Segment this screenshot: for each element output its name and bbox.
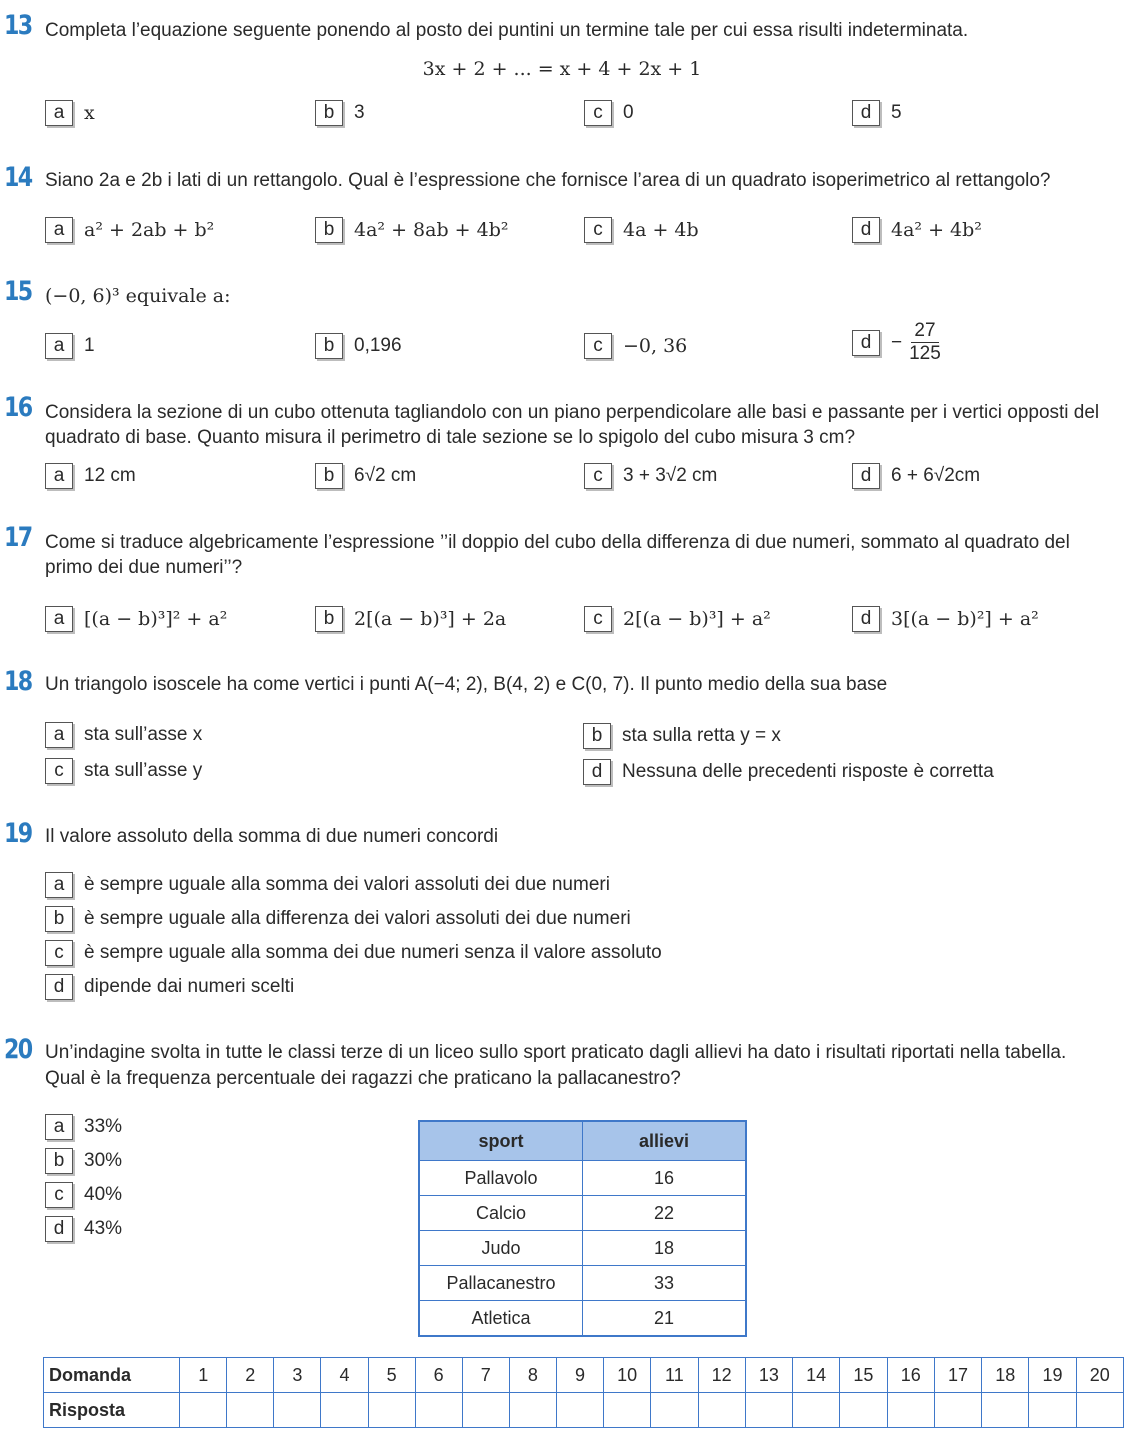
- answer-cell[interactable]: [415, 1393, 462, 1428]
- grid-number: 16: [887, 1358, 934, 1393]
- answer-cell[interactable]: [368, 1393, 415, 1428]
- grid-number: 19: [1029, 1358, 1076, 1393]
- option-a[interactable]: [45, 100, 95, 126]
- question-text: (−0, 6)³ equivale a:: [45, 285, 231, 307]
- option-letter[interactable]: c: [584, 100, 612, 126]
- option-text: 3: [354, 102, 365, 123]
- grid-number: 12: [698, 1358, 745, 1393]
- grid-number: 11: [651, 1358, 698, 1393]
- question-number: 15: [4, 276, 32, 307]
- option-letter[interactable]: c: [45, 758, 73, 784]
- option-b[interactable]: [315, 606, 506, 632]
- option-letter[interactable]: b: [315, 463, 343, 489]
- option-text: 33%: [84, 1116, 123, 1137]
- answer-grid-question-row: [44, 1358, 1124, 1393]
- option-c[interactable]: [584, 217, 699, 243]
- risposta-label: Risposta: [44, 1393, 180, 1428]
- answer-cell[interactable]: [698, 1393, 745, 1428]
- question-text: Come si traduce algebricamente l’espressione ’’il doppio del cubo della differenza di due numeri, sommato al quadrato del primo dei due numeri’’?: [45, 532, 1070, 578]
- option-letter[interactable]: a: [45, 872, 73, 898]
- option-text: 4a + 4b: [623, 219, 699, 241]
- grid-number: 4: [321, 1358, 368, 1393]
- option-letter[interactable]: b: [315, 333, 343, 359]
- option-letter[interactable]: a: [45, 333, 73, 359]
- option-text: sta sulla retta y = x: [622, 725, 781, 746]
- option-letter[interactable]: d: [583, 759, 611, 785]
- option-text: 0,196: [354, 335, 402, 356]
- option-b[interactable]: [45, 906, 631, 932]
- grid-number: 15: [840, 1358, 887, 1393]
- option-a[interactable]: [45, 606, 227, 632]
- option-letter[interactable]: c: [45, 940, 73, 966]
- fraction-sign: −: [891, 331, 903, 353]
- table-row: [419, 1301, 746, 1337]
- option-b[interactable]: [315, 217, 508, 243]
- count-cell: 33: [583, 1266, 747, 1301]
- grid-number: 10: [604, 1358, 651, 1393]
- option-d[interactable]: [852, 320, 944, 365]
- sport-cell: Pallacanestro: [419, 1266, 583, 1301]
- count-cell: 22: [583, 1196, 747, 1231]
- table-row: [419, 1266, 746, 1301]
- option-text: sta sull’asse x: [84, 724, 203, 745]
- option-b[interactable]: [315, 463, 416, 489]
- option-letter[interactable]: a: [45, 1114, 73, 1140]
- answer-cell[interactable]: [934, 1393, 981, 1428]
- answer-cell[interactable]: [180, 1393, 227, 1428]
- option-letter[interactable]: a: [45, 606, 73, 632]
- option-d[interactable]: [852, 606, 1039, 632]
- option-a[interactable]: [45, 217, 214, 243]
- option-text: a² + 2ab + b²: [84, 219, 215, 241]
- option-d[interactable]: [852, 217, 982, 243]
- question-text: Completa l’equazione seguente ponendo al posto dei puntini un termine tale per cui essa risulti indeterminata.: [45, 20, 969, 41]
- option-text: −0, 36: [623, 335, 688, 357]
- option-text: 43%: [84, 1218, 123, 1239]
- option-letter[interactable]: d: [852, 100, 880, 126]
- option-text: è sempre uguale alla differenza dei valori assoluti dei due numeri: [84, 908, 631, 929]
- grid-number: 1: [180, 1358, 227, 1393]
- fraction-denominator: 125: [909, 343, 941, 364]
- answer-cell[interactable]: [1076, 1393, 1123, 1428]
- answer-cell[interactable]: [793, 1393, 840, 1428]
- answer-cell[interactable]: [651, 1393, 698, 1428]
- question-text: Un’indagine svolta in tutte le classi terze di un liceo sullo sport praticato dagli allievi ha dato i risultati riportati nella tabella.: [45, 1042, 1067, 1063]
- option-letter[interactable]: b: [583, 723, 611, 749]
- option-letter[interactable]: d: [45, 974, 73, 1000]
- table-row: [419, 1161, 746, 1196]
- question-number: 18: [4, 666, 32, 697]
- answer-cell[interactable]: [509, 1393, 556, 1428]
- option-text: sta sull’asse y: [84, 760, 203, 781]
- answer-cell[interactable]: [227, 1393, 274, 1428]
- question-number: 20: [4, 1034, 32, 1065]
- table-row: [419, 1196, 746, 1231]
- sport-cell: Atletica: [419, 1301, 583, 1337]
- grid-number: 8: [509, 1358, 556, 1393]
- option-d[interactable]: [852, 100, 902, 126]
- option-a[interactable]: [45, 722, 202, 748]
- answer-cell[interactable]: [604, 1393, 651, 1428]
- grid-number: 9: [556, 1358, 603, 1393]
- option-letter[interactable]: c: [584, 217, 612, 243]
- answer-cell[interactable]: [462, 1393, 509, 1428]
- grid-number: 14: [793, 1358, 840, 1393]
- sport-cell: Pallavolo: [419, 1161, 583, 1196]
- answer-grid-answer-row: [44, 1393, 1124, 1428]
- option-text: 40%: [84, 1184, 123, 1205]
- question-text: Considera la sezione di un cubo ottenuta tagliandolo con un piano perpendicolare alle basi e passante per i vertici opposti del quadrato di base. Quanto misura il perimetro di tale sezione se lo spigolo del cubo misura 3 cm?: [45, 402, 1100, 448]
- option-text: Nessuna delle precedenti risposte è corretta: [622, 761, 994, 782]
- sport-cell: Calcio: [419, 1196, 583, 1231]
- grid-number: 2: [227, 1358, 274, 1393]
- answer-cell[interactable]: [887, 1393, 934, 1428]
- option-b[interactable]: [583, 723, 781, 749]
- option-text: 4a² + 8ab + 4b²: [354, 219, 509, 241]
- option-letter[interactable]: d: [45, 1216, 73, 1242]
- count-cell: 21: [583, 1301, 747, 1337]
- option-text: dipende dai numeri scelti: [84, 976, 295, 997]
- grid-number: 13: [745, 1358, 792, 1393]
- sport-cell: Judo: [419, 1231, 583, 1266]
- option-letter[interactable]: b: [45, 1148, 73, 1174]
- answer-cell[interactable]: [556, 1393, 603, 1428]
- option-text: 5: [891, 102, 902, 123]
- option-a[interactable]: [45, 333, 95, 359]
- question-number: 17: [4, 522, 32, 553]
- option-a[interactable]: [45, 872, 610, 898]
- option-text: 2[(a − b)³] + a²: [623, 608, 771, 630]
- option-letter[interactable]: b: [315, 217, 343, 243]
- option-text: 1: [84, 335, 95, 356]
- header-allievi: allievi: [583, 1121, 747, 1161]
- option-letter[interactable]: d: [852, 463, 880, 489]
- answer-cell[interactable]: [982, 1393, 1029, 1428]
- option-d[interactable]: [45, 974, 294, 1000]
- grid-number: 3: [274, 1358, 321, 1393]
- option-c[interactable]: [45, 940, 662, 966]
- option-b[interactable]: [315, 333, 402, 359]
- option-letter[interactable]: b: [315, 100, 343, 126]
- option-text: 2[(a − b)³] + 2a: [354, 608, 507, 630]
- option-b[interactable]: [45, 1148, 122, 1174]
- question-number: 13: [4, 10, 32, 41]
- option-c[interactable]: [45, 1182, 122, 1208]
- option-letter[interactable]: c: [45, 1182, 73, 1208]
- option-text: è sempre uguale alla somma dei valori assoluti dei due numeri: [84, 874, 610, 895]
- option-a[interactable]: [45, 463, 136, 489]
- domanda-label: Domanda: [44, 1358, 180, 1393]
- option-d[interactable]: [583, 759, 994, 785]
- grid-number: 5: [368, 1358, 415, 1393]
- answer-cell[interactable]: [840, 1393, 887, 1428]
- count-cell: 18: [583, 1231, 747, 1266]
- fraction: [906, 320, 944, 365]
- option-c[interactable]: [45, 758, 202, 784]
- option-text: 12 cm: [84, 465, 136, 486]
- option-c[interactable]: [584, 100, 634, 126]
- option-text: 3 + 3√2 cm: [623, 465, 718, 486]
- answer-cell[interactable]: [1029, 1393, 1076, 1428]
- equation: 3x + 2 + ... = x + 4 + 2x + 1: [422, 58, 702, 80]
- grid-number: 6: [415, 1358, 462, 1393]
- option-letter[interactable]: d: [852, 330, 880, 356]
- option-letter[interactable]: d: [852, 217, 880, 243]
- option-letter[interactable]: d: [852, 606, 880, 632]
- option-d[interactable]: [45, 1216, 122, 1242]
- option-text: [(a − b)³]² + a²: [84, 608, 228, 630]
- option-b[interactable]: [315, 100, 365, 126]
- option-text: è sempre uguale alla somma dei due numeri senza il valore assoluto: [84, 942, 662, 963]
- question-number: 16: [4, 392, 32, 423]
- option-d[interactable]: [852, 463, 980, 489]
- count-cell: 16: [583, 1161, 747, 1196]
- option-c[interactable]: [584, 463, 717, 489]
- option-text: 4a² + 4b²: [891, 219, 982, 241]
- answer-cell[interactable]: [274, 1393, 321, 1428]
- question-number: 14: [4, 162, 32, 193]
- fraction-numerator: 27: [911, 320, 938, 343]
- option-letter[interactable]: a: [45, 100, 73, 126]
- grid-number: 18: [982, 1358, 1029, 1393]
- option-text: 6√2 cm: [354, 465, 417, 486]
- header-sport: sport: [419, 1121, 583, 1161]
- option-letter[interactable]: b: [45, 906, 73, 932]
- answer-cell[interactable]: [745, 1393, 792, 1428]
- option-letter[interactable]: b: [315, 606, 343, 632]
- option-letter[interactable]: a: [45, 722, 73, 748]
- question-text: Siano 2a e 2b i lati di un rettangolo. Qual è l’espressione che fornisce l’area di un quadrato isoperimetrico al rettangolo?: [45, 170, 1051, 191]
- option-text: 30%: [84, 1150, 123, 1171]
- sport-table: [418, 1120, 747, 1337]
- question-text: Il valore assoluto della somma di due numeri concordi: [45, 826, 499, 847]
- option-a[interactable]: [45, 1114, 122, 1140]
- option-letter[interactable]: c: [584, 463, 612, 489]
- option-text: 6 + 6√2cm: [891, 465, 981, 486]
- option-letter[interactable]: a: [45, 217, 73, 243]
- question-number: 19: [4, 818, 32, 849]
- table-row: [419, 1231, 746, 1266]
- option-c[interactable]: [584, 333, 687, 359]
- grid-number: 17: [934, 1358, 981, 1393]
- table-header-row: [419, 1121, 746, 1161]
- option-letter[interactable]: a: [45, 463, 73, 489]
- question-text: Un triangolo isoscele ha come vertici i punti A(−4; 2), B(4, 2) e C(0, 7). Il punto medio della sua base: [45, 674, 888, 695]
- option-text: 3[(a − b)²] + a²: [891, 608, 1039, 630]
- answer-grid: [43, 1357, 1124, 1428]
- option-letter[interactable]: c: [584, 606, 612, 632]
- option-text: x: [84, 102, 95, 124]
- answer-cell[interactable]: [321, 1393, 368, 1428]
- option-c[interactable]: [584, 606, 771, 632]
- option-letter[interactable]: c: [584, 333, 612, 359]
- grid-number: 7: [462, 1358, 509, 1393]
- option-text: 0: [623, 102, 634, 123]
- grid-number: 20: [1076, 1358, 1123, 1393]
- question-text-2: Qual è la frequenza percentuale dei ragazzi che praticano la pallacanestro?: [45, 1068, 681, 1089]
